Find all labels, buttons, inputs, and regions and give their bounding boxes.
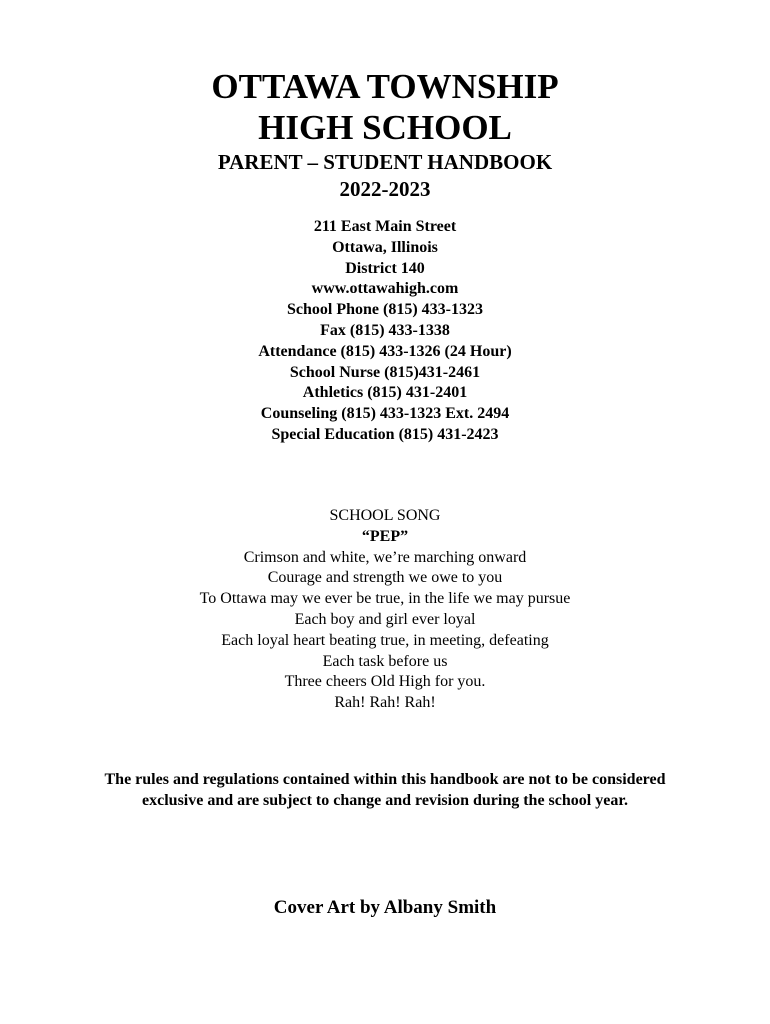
song-line: Three cheers Old High for you. [284, 673, 486, 691]
song-line: Each loyal heart beating true, in meeting, defeating [221, 631, 549, 649]
subtitle-line-2: 2022-2023 [339, 177, 431, 201]
song-line: Rah! Rah! Rah! [334, 694, 436, 712]
contact-special-education: Special Education (815) 431-2423 [271, 425, 499, 443]
school-title [0, 66, 770, 148]
contact-website: www.ottawahigh.com [311, 280, 459, 298]
title-line-2: HIGH SCHOOL [258, 108, 512, 147]
song-line: To Ottawa may we ever be true, in the life we may pursue [199, 590, 571, 608]
contact-fax: Fax (815) 433-1338 [320, 321, 450, 339]
contact-info [0, 217, 770, 446]
handbook-subtitle [0, 149, 770, 203]
disclaimer-text: The rules and regulations contained within this handbook are not to be considered exclusive and are subject to change and revision during the school year. [104, 771, 666, 809]
song-heading: SCHOOL SONG [329, 507, 441, 524]
contact-address: 211 East Main Street [313, 218, 457, 235]
song-line: Each boy and girl ever loyal [294, 610, 476, 628]
contact-athletics: Athletics (815) 431-2401 [302, 384, 468, 402]
song-line: Courage and strength we owe to you [267, 569, 503, 587]
subtitle-line-1: PARENT – STUDENT HANDBOOK [217, 150, 553, 174]
contact-school-nurse: School Nurse (815)431-2461 [289, 363, 481, 381]
song-line: Crimson and white, we’re marching onward [243, 548, 527, 566]
title-line-1: OTTAWA TOWNSHIP [211, 67, 559, 106]
contact-district: District 140 [345, 259, 425, 277]
song-name: “PEP” [361, 527, 409, 545]
song-line: Each task before us [322, 652, 448, 670]
contact-city: Ottawa, Illinois [332, 238, 438, 256]
contact-counseling: Counseling (815) 433-1323 Ext. 2494 [260, 405, 510, 423]
contact-school-phone: School Phone (815) 433-1323 [287, 301, 483, 319]
school-song [0, 506, 770, 714]
cover-art-credit: Cover Art by Albany Smith [273, 897, 497, 918]
contact-attendance: Attendance (815) 433-1326 (24 Hour) [258, 342, 512, 360]
